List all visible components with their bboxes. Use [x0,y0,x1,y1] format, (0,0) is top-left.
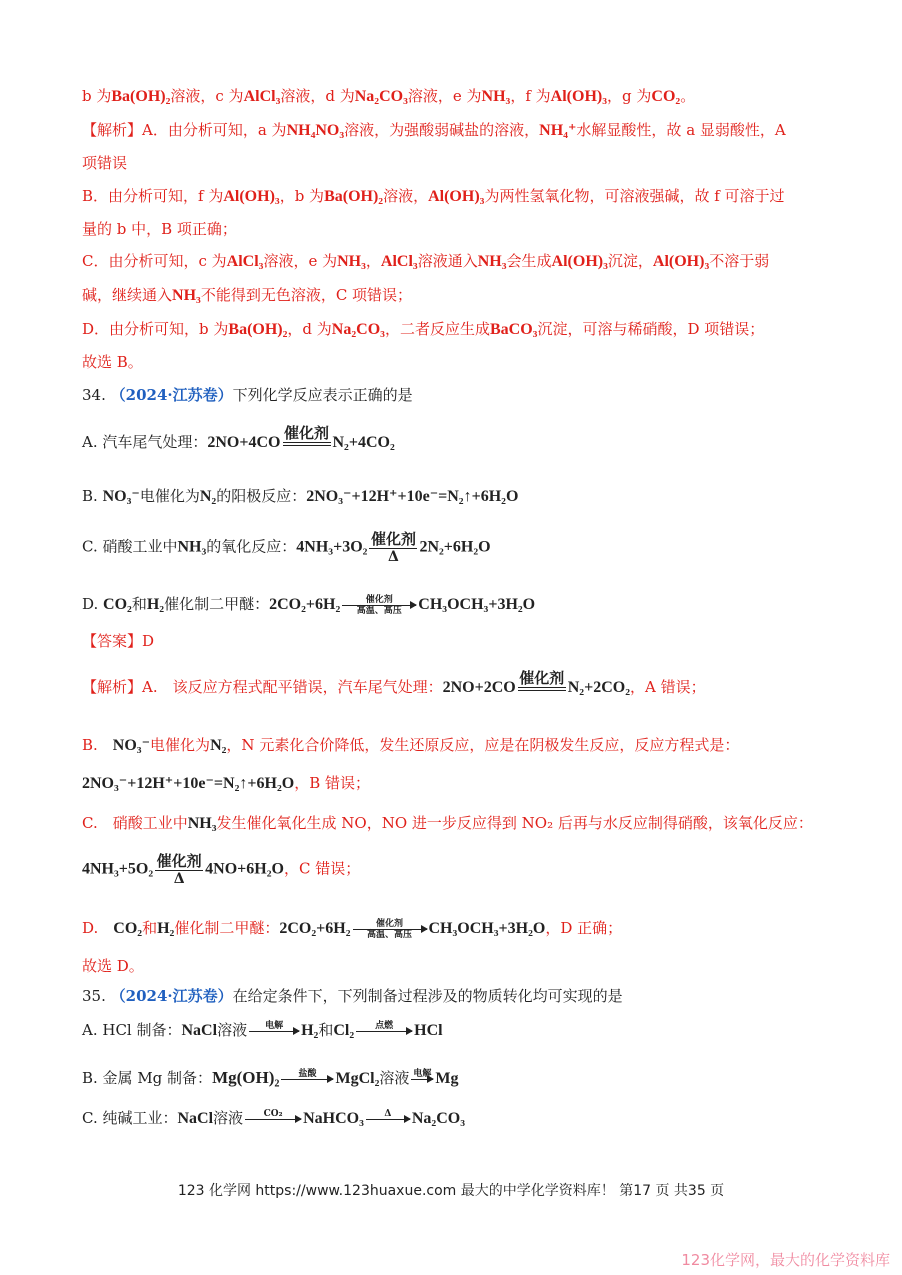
explanation-34-conclusion: 故选 D。 [82,957,144,975]
analysis-line-6: C．由分析可知，c 为AlCl₃溶液，e 为NH₃，AlCl₃溶液通入NH₃会生成Al(OH)₃沉淀，Al(OH)₃不溶于弱 [82,252,770,270]
option-34-b: B. NO₃⁻电催化为N₂的阳极反应：2NO₃⁻+12H⁺+10e⁻=N₂↑+6H₂O [82,487,519,505]
option-35-b: B. 金属 Mg 制备：Mg(OH)₂ 盐酸 MgCl₂溶液 电解 Mg [82,1068,459,1087]
analysis-line-2: 【解析】A．由分析可知，a 为NH₄NO₃溶液，为强酸弱碱盐的溶液，NH₄⁺水解显酸性，故 a 显弱酸性，A [82,121,786,139]
option-35-c: C. 纯碱工业：NaCl溶液 CO₂ NaHCO₃ Δ Na₂CO₃ [82,1108,466,1127]
analysis-line-4: B．由分析可知，f 为Al(OH)₃，b 为Ba(OH)₂溶液，Al(OH)₃为两性氢氧化物，可溶液强碱，故 f 可溶于过 [82,187,785,205]
explanation-34-b: B. NO₃⁻电催化为N₂，N 元素化合价降低，发生还原反应，应是在阴极发生反应，反应方程式是： [82,736,740,754]
page-footer: 123 化学网 https://www.123huaxue.com 最大的中学化学资料库！ 第17 页 共35 页 [177,1183,725,1199]
question-35-stem: 35. （2024·江苏卷）在给定条件下，下列制备过程涉及的物质转化均可实现的是 [82,987,623,1005]
analysis-line-8: D．由分析可知，b 为Ba(OH)₂，d 为Na₂CO₃，二者反应生成BaCO₃沉淀，可溶与稀硝酸，D 项错误； [82,320,765,338]
explanation-34-a: 【解析】A. 该反应方程式配平错误，汽车尾气处理：2NO+2CO 催化剂 N₂+2CO₂，A 错误； [82,669,706,696]
explanation-34-d: D. CO₂和H₂催化制二甲醚：2CO₂+6H₂ 催化剂 高温、高压 CH₃OCH₃+3H₂O，D 正确； [82,918,623,940]
watermark: 123化学网，最大的化学资料库 [681,1251,890,1269]
analysis-line-1: b 为Ba(OH)₂溶液，c 为AlCl₃溶液，d 为Na₂CO₃溶液，e 为NH₃，f 为Al(OH)₃，g 为CO₂。 [82,87,696,105]
explanation-34-b-eq: 2NO₃⁻+12H⁺+10e⁻=N₂↑+6H₂O，B 错误； [82,774,370,792]
option-34-d: D. CO₂和H₂催化制二甲醚：2CO₂+6H₂ 催化剂 高温、高压 CH₃OCH₃+3H₂O [82,594,536,616]
option-35-a: A. HCl 制备：NaCl溶液 电解 H₂和Cl₂ 点燃 HCl [82,1020,443,1039]
analysis-line-3: 项错误 [82,154,128,172]
option-34-c: C. 硝酸工业中NH₃的氧化反应：4NH₃+3O₂ 催化剂 Δ 2N₂+6H₂O [82,530,491,565]
explanation-34-c: C. 硝酸工业中NH₃发生催化氧化生成 NO，NO 进一步反应得到 NO₂ 后再与水反应制得硝酸，该氧化反应： [82,814,813,832]
analysis-line-9: 故选 B。 [82,353,143,371]
option-34-a: A. 汽车尾气处理：2NO+4CO 催化剂 N₂+4CO₂ [82,424,395,451]
analysis-line-7: 碱，继续通入NH₃不能得到无色溶液，C 项错误； [82,286,413,304]
explanation-34-c-eq: 4NH₃+5O₂ 催化剂 Δ 4NO+6H₂O，C 错误； [82,852,361,887]
question-34-stem: 34. （2024·江苏卷）下列化学反应表示正确的是 [82,386,413,404]
analysis-line-5: 量的 b 中，B 项正确； [82,220,237,238]
answer-34: 【答案】D [82,632,155,650]
